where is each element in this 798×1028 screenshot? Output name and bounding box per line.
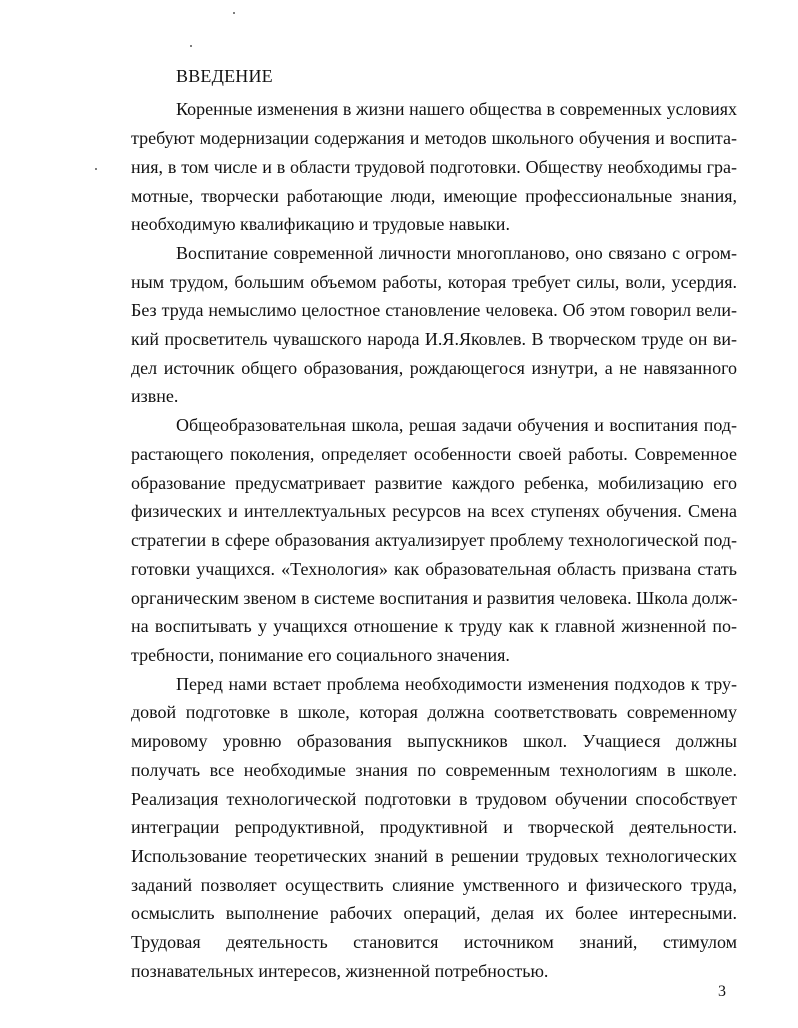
paragraph-4-line-1: Перед нами встает проблема необходимости изменения подходов к тру- [176, 674, 737, 694]
paragraph-1-line-4: мотные, творчески работающие люди, имеющие профессиональные знания, [131, 186, 737, 206]
paragraph-4-line-2: довой подготовке в школе, которая должна соответствовать современному [131, 702, 737, 722]
paragraph-3-line-4: физических и интеллектуальных ресурсов на всех ступенях обучения. Смена [131, 501, 737, 521]
scan-speck [95, 168, 97, 170]
paragraph-3-line-8: на воспитывать у учащихся отношение к труду как к главной жизненной по- [131, 616, 737, 636]
paragraph-2-line-1: Воспитание современной личности многопланово, оно связано с огром- [176, 243, 737, 263]
paragraph-3-line-6: готовки учащихся. «Технология» как образовательная область призвана стать [131, 559, 737, 579]
paragraph-4-line-11: познавательных интересов, жизненной потребностью. [131, 961, 549, 981]
paragraph-4-line-8: заданий позволяет осуществить слияние умственного и физического труда, [131, 875, 737, 895]
paragraph-4-line-6: интеграции репродуктивной, продуктивной и творческой деятельности. [131, 817, 737, 837]
paragraph-1-line-1: Коренные изменения в жизни нашего общества в современных условиях [176, 99, 737, 119]
paragraph-2-line-3: Без труда немыслимо целостное становление человека. Об этом говорил вели- [131, 300, 737, 320]
paragraph-1-line-2: требуют модернизации содержания и методов школьного обучения и воспита- [131, 128, 737, 148]
paragraph-2-line-6: извне. [131, 386, 179, 406]
paragraph-3-line-2: растающего поколения, определяет особенности своей работы. Современное [131, 444, 737, 464]
paragraph-3-line-3: образование предусматривает развитие каждого ребенка, мобилизацию его [131, 473, 737, 493]
paragraph-4-line-7: Использование теоретических знаний в решении трудовых технологических [131, 846, 737, 866]
section-heading: ВВЕДЕНИЕ [176, 66, 273, 86]
paragraph-4-line-9: осмыслить выполнение рабочих операций, делая их более интересными. [131, 903, 737, 923]
paragraph-3-line-9: требности, понимание его социального значения. [131, 645, 510, 665]
paragraph-2-line-4: кий просветитель чувашского народа И.Я.Яковлев. В творческом труде он ви- [131, 329, 737, 349]
paragraph-4-line-4: получать все необходимые знания по современным технологиям в школе. [131, 760, 737, 780]
paragraph-2-line-2: ным трудом, большим объемом работы, которая требует силы, воли, усердия. [131, 272, 737, 292]
paragraph-4-line-10: Трудовая деятельность становится источником знаний, стимулом [131, 932, 737, 952]
paragraph-4-line-5: Реализация технологической подготовки в трудовом обучении способствует [131, 789, 737, 809]
paragraph-3-line-1: Общеобразовательная школа, решая задачи обучения и воспитания под- [176, 415, 737, 435]
paragraph-2-line-5: дел источник общего образования, рождающегося изнутри, а не навязанного [131, 358, 737, 378]
paragraph-1-line-3: ния, в том числе и в области трудовой подготовки. Обществу необходимы гра- [131, 157, 737, 177]
scan-speck [233, 12, 235, 14]
scan-speck [190, 45, 192, 47]
paragraph-3-line-7: органическим звеном в системе воспитания и развития человека. Школа долж- [131, 588, 738, 608]
paragraph-3-line-5: стратегии в сфере образования актуализирует проблему технологической под- [131, 530, 737, 550]
paragraph-1-line-5: необходимую квалификацию и трудовые навыки. [131, 214, 510, 234]
page-number: 3 [718, 983, 726, 1000]
paragraph-4-line-3: мировому уровню образования выпускников школ. Учащиеся должны [131, 731, 737, 751]
